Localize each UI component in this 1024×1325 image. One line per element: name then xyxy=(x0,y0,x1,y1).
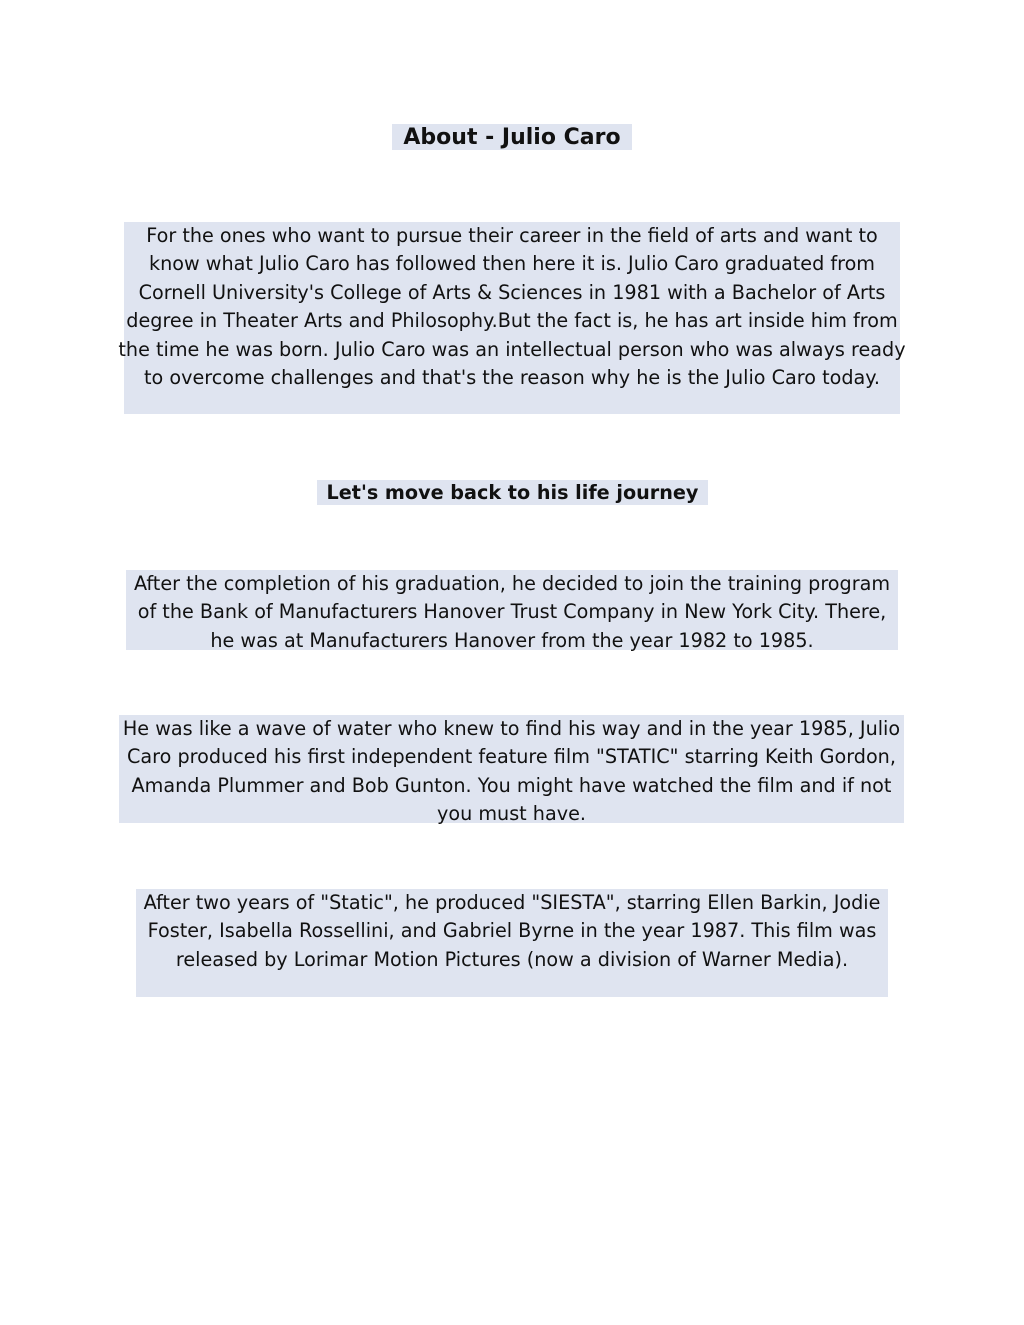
intro-paragraph: For the ones who want to pursue their career in the field of arts and want to know what Julio Caro has followed then here it is. Julio Caro graduated from Cornell University's College of Arts & Sciences in 1981 with a Bachelor of Arts degree in Theater Arts and Philosophy.But the fact is, he has art inside him from the time he was born. Julio Caro was an intellectual person who was always ready to overcome challenges and that's the reason why he is the Julio Caro today. xyxy=(118,224,906,390)
paragraph-2: He was like a wave of water who knew to find his way and in the year 1985, Julio Caro produced his first independent feature film "STATIC" starring Keith Gordon, Amanda Plummer and Bob Gunton. You might have watched the film and if not you must have. xyxy=(122,717,901,826)
paragraph-1: After the completion of his graduation, he decided to join the training program of the Bank of Manufacturers Hanover Trust Company in New York City. There, he was at Manufacturers Hanover from the year 1982 to 1985. xyxy=(133,572,891,652)
page-title: About - Julio Caro xyxy=(403,125,621,150)
paragraph-3: After two years of "Static", he produced "SIESTA", starring Ellen Barkin, Jodie Foster, Isabella Rossellini, and Gabriel Byrne in the year 1987. This film was released by Lorimar Motion Pictures (now a division of Warner Media). xyxy=(143,891,881,971)
subheading: Let's move back to his life journey xyxy=(326,481,699,504)
